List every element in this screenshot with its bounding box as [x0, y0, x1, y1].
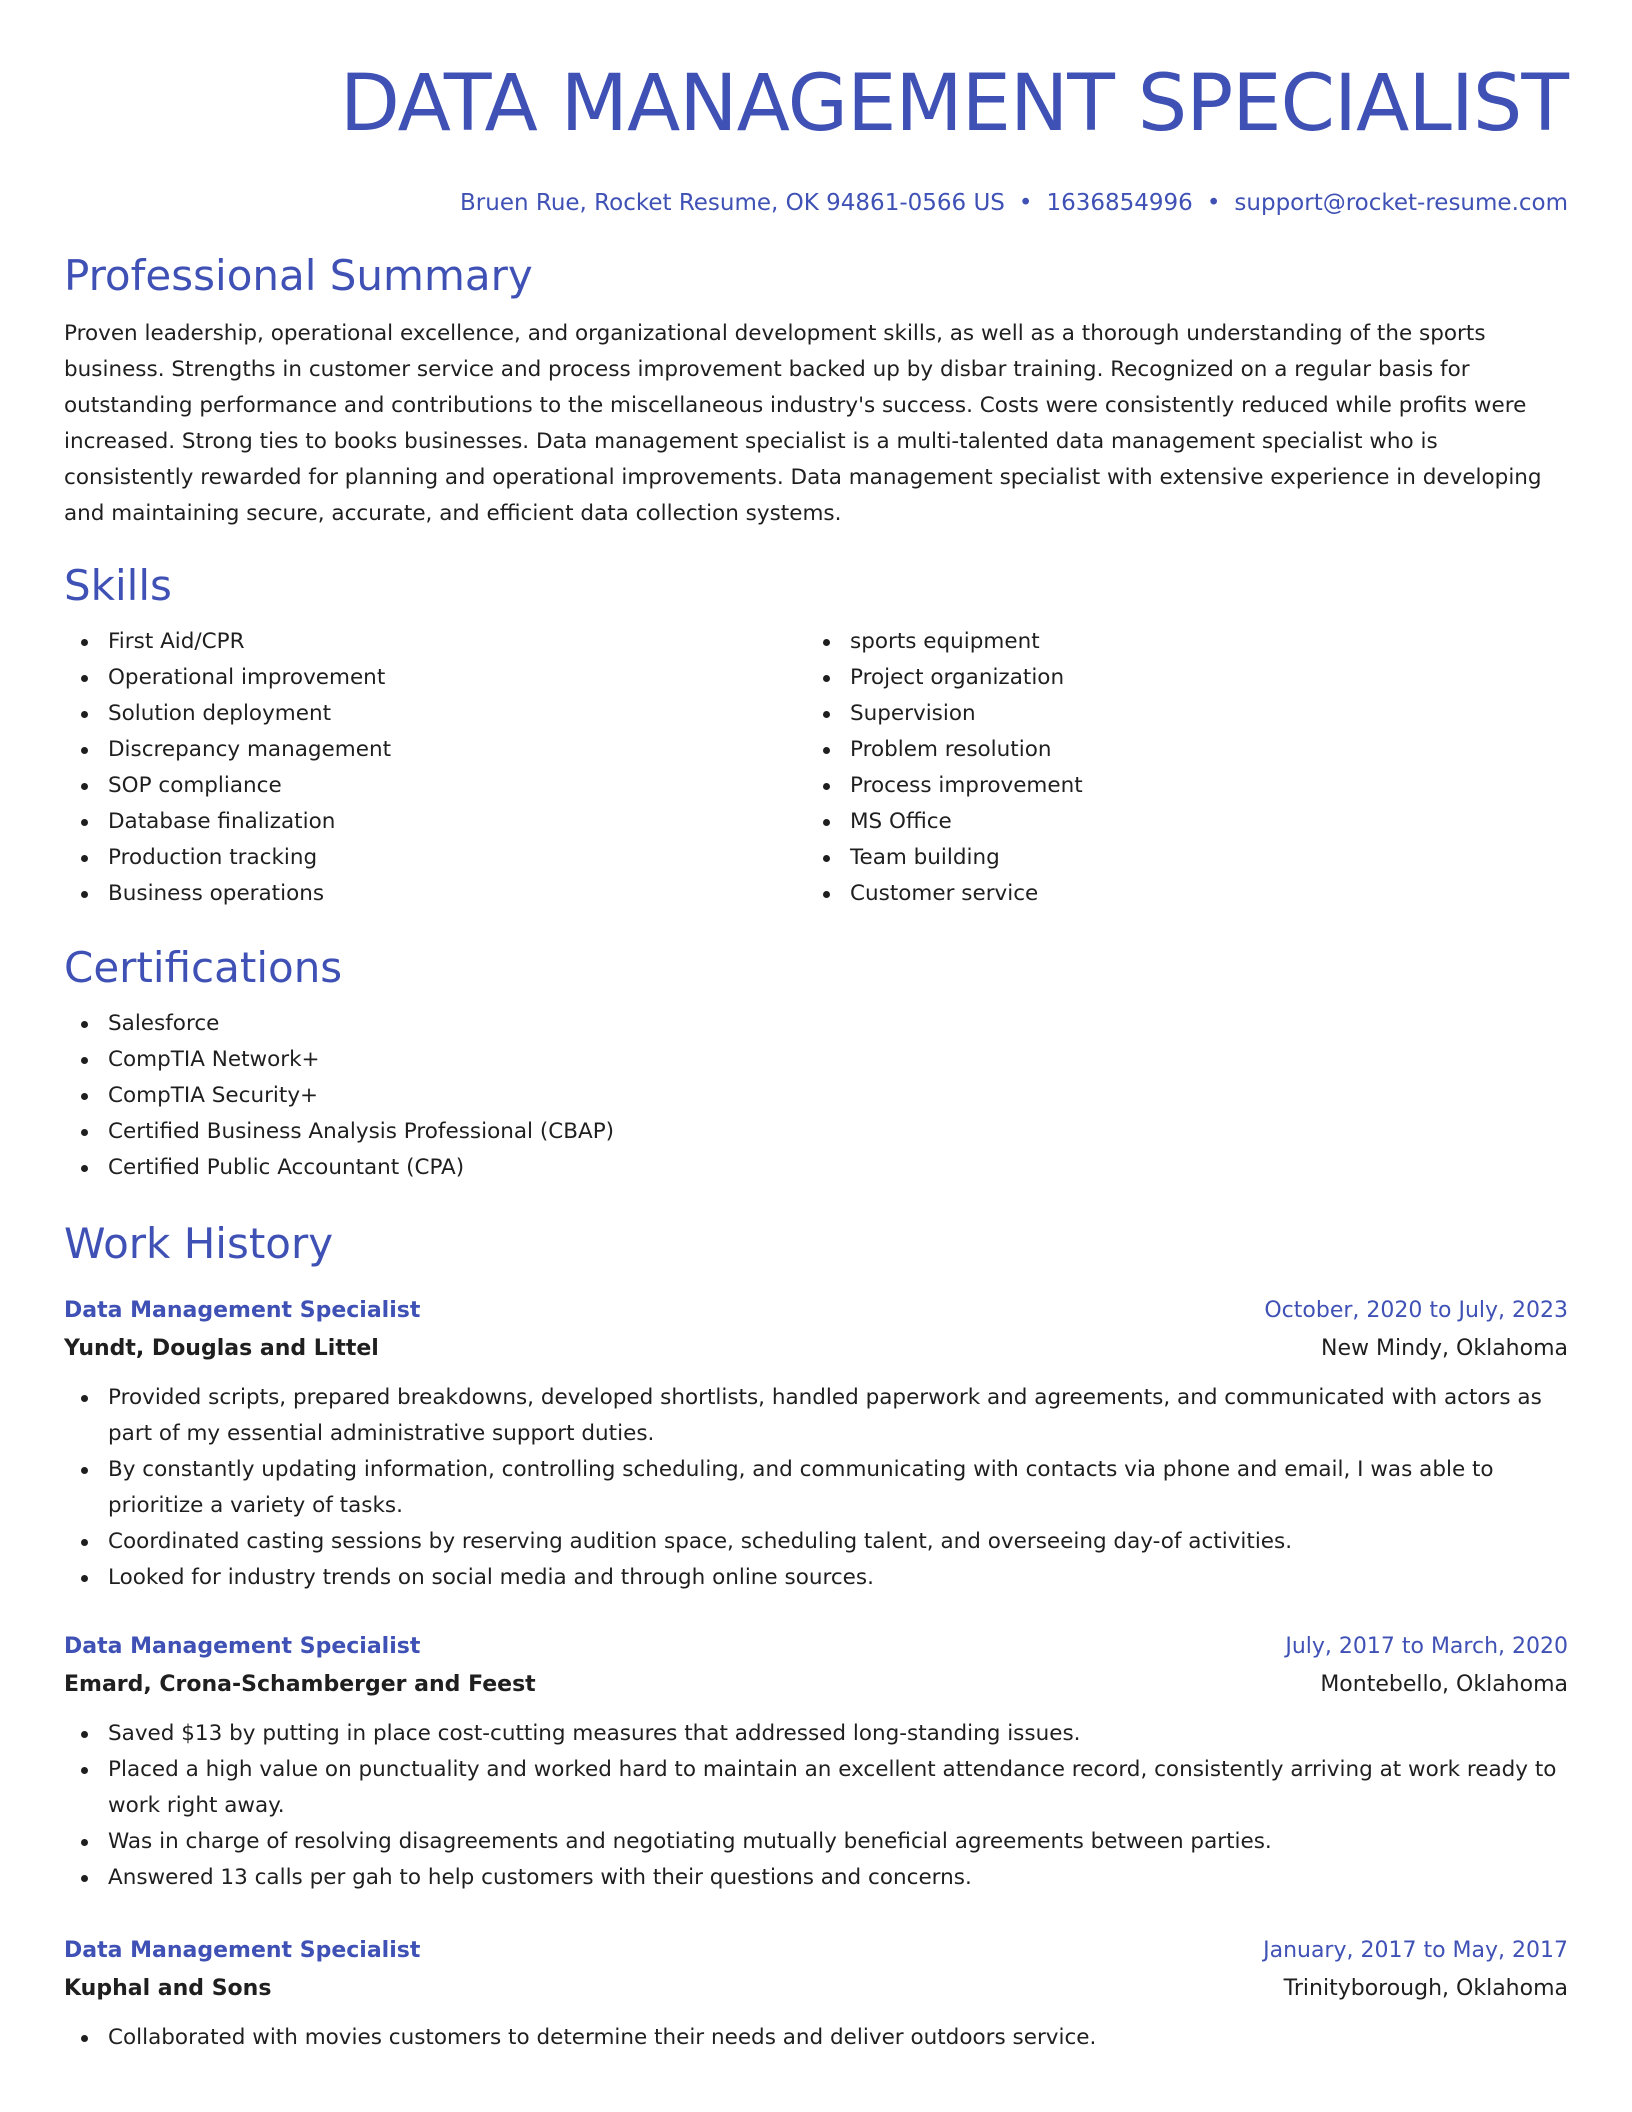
job-title: Data Management Specialist [64, 1298, 421, 1323]
skill-item: Business operations [64, 876, 806, 912]
skill-item: Project organization [806, 660, 1548, 696]
skills-heading: Skills [64, 561, 172, 610]
job-entry [64, 1628, 1568, 1896]
resume-page [64, 0, 1568, 2056]
certification-item: Certified Business Analysis Professional (CBAP) [64, 1114, 1568, 1150]
contact-phone: 1636854996 [1046, 190, 1193, 216]
skills-columns [64, 624, 1568, 912]
skill-item: Database finalization [64, 804, 806, 840]
skill-item: Team building [806, 840, 1548, 876]
job-dates: July, 2017 to March, 2020 [1285, 1634, 1568, 1659]
job-duty-item: Provided scripts, prepared breakdowns, developed shortlists, handled paperwork and agreements, and communicated with actors as part of my essential administrative support duties. [64, 1380, 1568, 1452]
job-header-row [64, 1292, 1568, 1330]
skill-item: sports equipment [806, 624, 1548, 660]
job-title: Data Management Specialist [64, 1634, 421, 1659]
job-header-row [64, 1932, 1568, 1970]
certifications-list [64, 1006, 1568, 1186]
certification-item: CompTIA Network+ [64, 1042, 1568, 1078]
skill-item: Production tracking [64, 840, 806, 876]
job-duty-item: Coordinated casting sessions by reserving audition space, scheduling talent, and overseeing day-of activities. [64, 1524, 1568, 1560]
skill-item: Supervision [806, 696, 1548, 732]
job-company-row [64, 1666, 1568, 1704]
job-duty-item: Answered 13 calls per gah to help customers with their questions and concerns. [64, 1860, 1568, 1896]
contact-separator: • [1018, 190, 1033, 216]
job-company-row [64, 1330, 1568, 1368]
skill-item: Customer service [806, 876, 1548, 912]
work-history-heading: Work History [64, 1219, 334, 1268]
job-location: Trinityborough, Oklahoma [1283, 1976, 1568, 2001]
job-duties-list [64, 1380, 1568, 1596]
job-duties-list [64, 1716, 1568, 1896]
skill-item: MS Office [806, 804, 1548, 840]
summary-heading: Professional Summary [64, 251, 533, 300]
certification-item: CompTIA Security+ [64, 1078, 1568, 1114]
job-duty-item: Saved $13 by putting in place cost-cutting measures that addressed long-standing issues. [64, 1716, 1568, 1752]
job-title: Data Management Specialist [64, 1938, 421, 1963]
skill-item: Problem resolution [806, 732, 1548, 768]
skills-left-list [64, 624, 806, 912]
certification-item: Certified Public Accountant (CPA) [64, 1150, 1568, 1186]
skill-item: Process improvement [806, 768, 1548, 804]
skill-item: Discrepancy management [64, 732, 806, 768]
certification-item: Salesforce [64, 1006, 1568, 1042]
job-company: Yundt, Douglas and Littel [64, 1336, 379, 1361]
job-duty-item: Was in charge of resolving disagreements and negotiating mutually beneficial agreements between parties. [64, 1824, 1568, 1860]
skill-item: SOP compliance [64, 768, 806, 804]
skill-item: First Aid/CPR [64, 624, 806, 660]
contact-email: support@rocket-resume.com [1234, 190, 1568, 216]
job-company: Kuphal and Sons [64, 1976, 272, 2001]
contact-address: Bruen Rue, Rocket Resume, OK 94861-0566 US [460, 190, 1005, 216]
job-dates: January, 2017 to May, 2017 [1263, 1938, 1568, 1963]
job-location: New Mindy, Oklahoma [1321, 1336, 1568, 1361]
job-entry [64, 1292, 1568, 1596]
summary-text: Proven leadership, operational excellence, and organizational development skills, as well as a thorough understanding of the sports business. Strengths in customer service and process improvement backed up by disbar training. Recognized on a regular basis for outstanding performance and contributions to the miscellaneous industry's success. Costs were consistently reduced while profits were increased. Strong ties to books businesses. Data management specialist is a multi-talented data management specialist who is consistently rewarded for planning and operational improvements. Data management specialist with extensive experience in developing and maintaining secure, accurate, and efficient data collection systems. [64, 321, 1542, 526]
job-dates: October, 2020 to July, 2023 [1264, 1298, 1568, 1323]
job-entry [64, 1932, 1568, 2056]
job-duty-item: Placed a high value on punctuality and worked hard to maintain an excellent attendance record, consistently arriving at work ready to work right away. [64, 1752, 1568, 1824]
resume-title: DATA MANAGEMENT SPECIALIST [339, 59, 1568, 149]
job-duty-item: Collaborated with movies customers to determine their needs and deliver outdoors service. [64, 2020, 1568, 2056]
job-location: Montebello, Oklahoma [1320, 1672, 1568, 1697]
job-duties-list [64, 2020, 1568, 2056]
job-company: Emard, Crona-Schamberger and Feest [64, 1672, 536, 1697]
certifications-heading: Certifications [64, 943, 343, 992]
job-duty-item: Looked for industry trends on social media and through online sources. [64, 1560, 1568, 1596]
job-company-row [64, 1970, 1568, 2008]
skill-item: Solution deployment [64, 696, 806, 732]
skill-item: Operational improvement [64, 660, 806, 696]
contact-line [64, 188, 1568, 218]
skills-right-list [806, 624, 1548, 912]
job-duty-item: By constantly updating information, controlling scheduling, and communicating with contacts via phone and email, I was able to prioritize a variety of tasks. [64, 1452, 1568, 1524]
job-header-row [64, 1628, 1568, 1666]
contact-separator: • [1206, 190, 1221, 216]
